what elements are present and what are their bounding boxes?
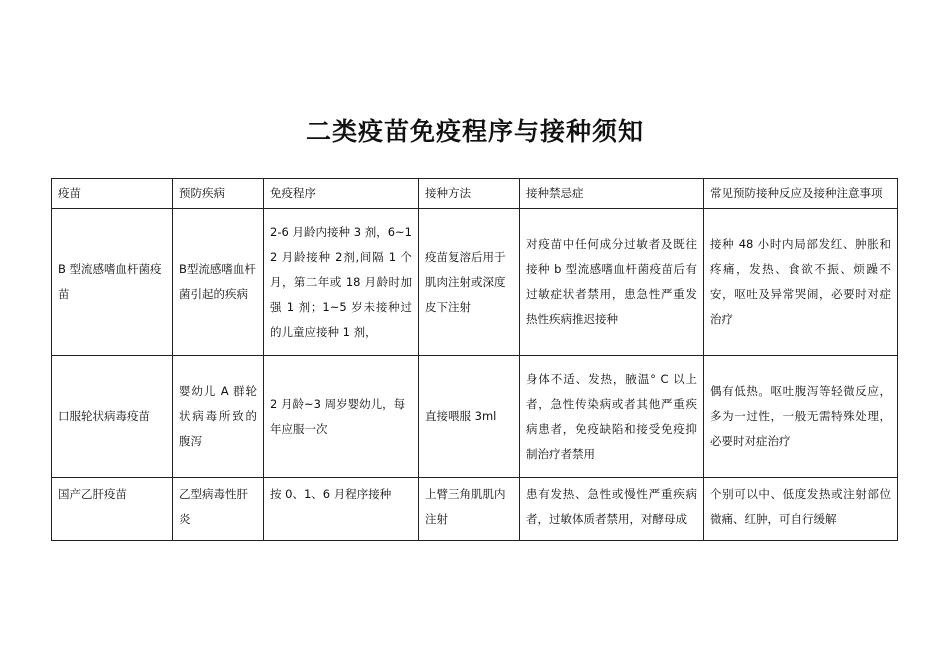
table-row	[52, 356, 898, 478]
vaccine-cell: B 型流感嗜血杆菌疫苗	[52, 209, 173, 356]
contraindication-cell: 身体不适、发热，腋温° C 以上者，急性传染病或者其他严重疾病患者，免疫缺陷和接受免疫抑制治疗者禁用	[520, 356, 704, 478]
reaction-cell: 接种 48 小时内局部发红、肿胀和疼痛，发热、食欲不振、烦躁不安，呕吐及异常哭闹，必要时对症治疗	[704, 209, 898, 356]
disease-cell: 乙型病毒性肝炎	[173, 478, 264, 541]
header-cell: 接种方法	[419, 179, 520, 209]
schedule-cell: 2 月龄~3 周岁婴幼儿，每年应服一次	[264, 356, 419, 478]
schedule-cell: 按 0、1、6 月程序接种	[264, 478, 419, 541]
vaccine-cell: 国产乙肝疫苗	[52, 478, 173, 541]
reaction-cell: 偶有低热。呕吐腹泻等轻微反应，多为一过性，一般无需特殊处理，必要时对症治疗	[704, 356, 898, 478]
page-title: 二类疫苗免疫程序与接种须知	[305, 117, 644, 146]
method-cell: 疫苗复溶后用于肌肉注射或深度皮下注射	[419, 209, 520, 356]
header-cell: 常见预防接种反应及接种注意事项	[704, 179, 898, 209]
table-row	[52, 478, 898, 541]
contraindication-cell: 患有发热、急性或慢性严重疾病者，过敏体质者禁用，对酵母成	[520, 478, 704, 541]
schedule-cell: 2-6 月龄内接种 3 剂，6~12 月龄接种 2剂,间隔 1 个月，第二年或 18 月龄时加强 1 剂；1~5 岁未接种过的儿童应接种 1 剂，	[264, 209, 419, 356]
table-row	[52, 209, 898, 356]
contraindication-cell: 对疫苗中任何成分过敏者及既往接种 b 型流感嗜血杆菌疫苗后有过敏症状者禁用，患急性严重发热性疾病推迟接种	[520, 209, 704, 356]
header-cell: 疫苗	[52, 179, 173, 209]
reaction-cell: 个别可以中、低度发热或注射部位微痛、红肿，可自行缓解	[704, 478, 898, 541]
vaccine-table	[51, 178, 898, 541]
header-cell: 接种禁忌症	[520, 179, 704, 209]
header-cell: 预防疾病	[173, 179, 264, 209]
header-cell: 免疫程序	[264, 179, 419, 209]
table-header-row	[52, 179, 898, 209]
vaccine-cell: 口服轮状病毒疫苗	[52, 356, 173, 478]
method-cell: 直接喂服 3ml	[419, 356, 520, 478]
disease-cell: B型流感嗜血杆菌引起的疾病	[173, 209, 264, 356]
method-cell: 上臂三角肌肌内注射	[419, 478, 520, 541]
disease-cell: 婴幼儿 A 群轮状病毒所致的腹泻	[173, 356, 264, 478]
